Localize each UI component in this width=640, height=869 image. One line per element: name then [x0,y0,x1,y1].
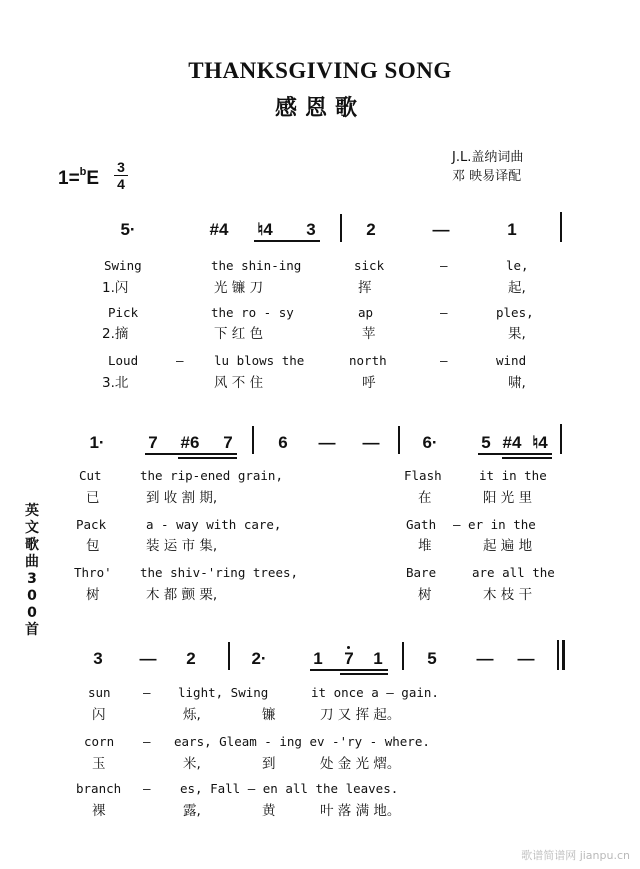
lyric-cn: 刀 又 挥 起。 [320,707,401,723]
lyric-en: the shin-ing [211,258,302,273]
dash: — [476,649,494,668]
lyric-cn: 树 [86,587,100,603]
lyric-en: – [143,734,151,749]
lyric-en: – [440,258,448,273]
lyric-cn: 树 [418,587,432,603]
composer-credit: J.L.盖纳词曲 [452,150,524,165]
lyric-en: es, Fall – en all the leaves. [180,781,399,796]
note: #4 [502,433,522,452]
beam [478,453,552,455]
lyric-en: Bare [406,565,437,580]
lyric-en: Swing [104,258,142,273]
barline-final-thick [562,640,565,670]
title-chinese: 感恩歌 [274,96,365,121]
lyric-cn: 露, [183,803,201,819]
lyric-cn: 起 遍 地 [483,538,533,554]
lyric-en: – [440,353,448,368]
key-signature [58,166,99,190]
lyric-en: Pack [76,517,107,532]
lyric-en: Gath [406,517,437,532]
note: ♮4 [257,220,273,239]
lyric-cn: 1.闪 [102,280,129,296]
note: 2· [251,649,267,668]
lyric-cn: 果, [508,326,526,342]
barline [340,214,342,242]
lyric-cn: 米, [183,756,201,772]
lyric-cn: 镰 [262,707,276,723]
dash: — [318,433,336,452]
arranger-credit: 邓 映易译配 [452,169,522,184]
lyric-cn: 光 镰 刀 [214,280,264,296]
dash: — [362,433,380,452]
note: 7 [223,433,233,452]
lyric-cn: 风 不 住 [214,375,264,391]
lyric-en: Flash [404,468,442,483]
lyric-cn: 到 收 割 期, [146,490,218,506]
site-watermark: 歌谱简谱网 jianpu.cn [521,849,630,862]
lyric-en: ap [358,305,374,320]
note: 1 [313,649,323,668]
lyric-en: Pick [108,305,139,320]
note: 5· [120,220,136,239]
note: 6 [278,433,288,452]
time-top: 3 [117,159,125,175]
lyric-cn: 烁, [183,707,201,723]
note: 1 [373,649,383,668]
lyric-en: ears, Gleam - ing ev -'ry - where. [174,734,430,749]
lyric-cn: 苹 [362,326,376,342]
time-bottom: 4 [117,176,125,192]
note: 1 [507,220,517,239]
lyric-en: wind [496,353,527,368]
key-letter: E [86,168,100,189]
lyric-en: – [143,685,151,700]
lyric-en: – [176,353,184,368]
barline [398,426,400,454]
lyric-cn: 玉 [92,756,106,772]
lyric-cn: 装 运 市 集, [146,538,218,554]
lyric-cn: 在 [418,490,432,506]
lyric-en: it once a – gain. [311,685,439,700]
note: ♮4 [532,433,548,452]
lyric-cn: 堆 [418,538,432,554]
lyric-en: light, Swing [178,685,269,700]
lyric-cn: 处 金 光 熠。 [320,756,401,772]
note: 2 [366,220,376,239]
lyric-en: sick [354,258,385,273]
dash: — [432,220,450,239]
lyric-en: north [349,353,387,368]
lyric-en: branch [76,781,122,796]
book-side-label: 英文歌曲300首 [25,503,39,638]
note: 3 [93,649,103,668]
lyric-cn: 包 [86,538,100,554]
lyric-cn: 2.摘 [102,326,129,342]
lyric-cn: 阳 光 里 [483,490,533,506]
beam [310,669,388,671]
lyric-cn: 下 红 色 [214,326,264,342]
lyric-cn: 闪 [92,707,106,723]
note: 6· [422,433,438,452]
key-prefix: 1= [58,168,80,189]
lyric-en: – [143,781,151,796]
lyric-en: – [440,305,448,320]
note: 3 [306,220,316,239]
lyric-en: ples, [496,305,534,320]
lyric-en: the rip-ened grain, [140,468,283,483]
lyric-en: Cut [79,468,102,483]
lyric-cn: 到 [262,756,276,772]
note: 7 [148,433,158,452]
octave-dot [347,646,350,649]
lyric-cn: 已 [86,490,100,506]
lyric-en: lu blows the [214,353,305,368]
lyric-en: a - way with care, [146,517,282,532]
lyric-cn: 黄 [262,803,276,819]
lyric-cn: 起, [508,280,526,296]
beam [502,457,552,459]
lyric-cn: 木 都 颤 栗, [146,587,218,603]
lyric-en: le, [506,258,529,273]
lyric-cn: 3.北 [102,375,129,391]
note: 7 [344,649,354,668]
note: 5 [481,433,491,452]
lyric-en: it in the [479,468,547,483]
beam [254,240,320,242]
lyric-cn: 叶 落 满 地。 [320,803,401,819]
title-english: THANKSGIVING SONG [188,58,452,83]
note: 2 [186,649,196,668]
note: #6 [180,433,200,452]
lyric-en: are all the [472,565,555,580]
beam [340,673,388,675]
lyric-cn: 呼 [362,375,376,391]
lyric-en: the shiv-'ring trees, [140,565,299,580]
lyric-cn: 啸, [508,375,526,391]
key-accidental: b [79,166,87,178]
beam [178,457,237,459]
barline [560,212,562,242]
beam [145,453,237,455]
barline [252,426,254,454]
lyric-en: the ro - sy [211,305,294,320]
lyric-en: corn [84,734,115,749]
lyric-cn: 木 枝 干 [483,587,533,603]
note: 5 [427,649,437,668]
barline [560,424,562,454]
dash: — [139,649,157,668]
lyric-cn: 挥 [358,280,372,296]
dash: — [517,649,535,668]
time-signature [114,160,128,191]
barline [228,642,230,670]
lyric-en: Loud [108,353,139,368]
note: #4 [209,220,229,239]
barline-final-thin [557,640,559,670]
lyric-en: Thro' [74,565,112,580]
barline [402,642,404,670]
note: 1· [89,433,105,452]
lyric-cn: 裸 [92,803,106,819]
lyric-en: – er in the [453,517,536,532]
lyric-en: sun [88,685,111,700]
